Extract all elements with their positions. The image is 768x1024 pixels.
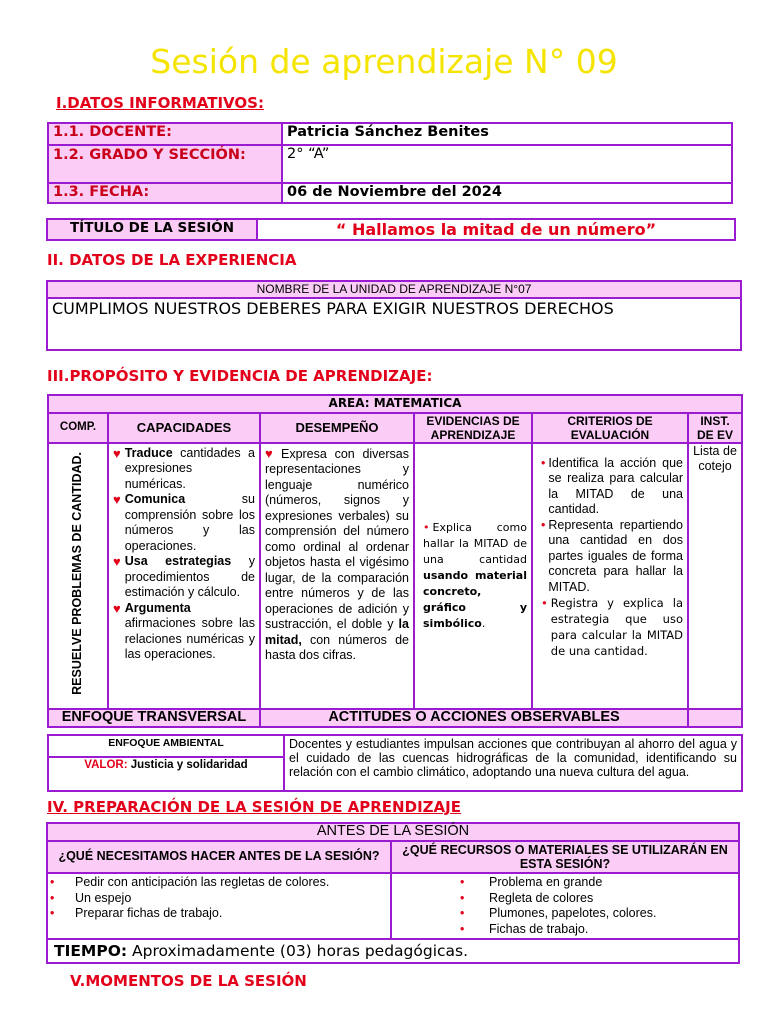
hacer-text: Preparar fichas de trabajo.: [75, 906, 223, 920]
competencia-cell: [48, 443, 108, 709]
capacidad-item: [113, 446, 255, 493]
recurso-item: [460, 906, 736, 922]
session-title-label: TÍTULO DE LA SESIÓN: [47, 219, 257, 240]
desempeno-text: Expresa con diversas representaciones y lenguaje numérico (números, signos y expresiones verbales) su comprensión del número como ordinal al ordenar objetos hasta el vigésimo lugar, de la comparación entre números y de las operaciones de adición y sustracción, el doble y: [265, 446, 409, 631]
section-3-heading: III.PROPÓSITO Y EVIDENCIA DE APRENDIZAJE:: [47, 367, 433, 385]
fecha-label: 1.3. FECHA:: [48, 183, 282, 203]
capacidad-item: [113, 554, 255, 601]
blank-header: [688, 709, 742, 727]
hacer-item: [50, 906, 388, 922]
header-desempeno: DESEMPEÑO: [260, 413, 414, 443]
bullet-icon: •: [460, 875, 465, 889]
valor-value: Justicia y solidaridad: [130, 759, 248, 771]
recurso-item: [460, 875, 736, 891]
bullet-icon: •: [460, 921, 465, 936]
unit-table: [46, 280, 742, 351]
criterio-item: [541, 456, 683, 518]
capacidad-bold: Traduce: [124, 445, 173, 460]
recurso-item: [460, 922, 736, 938]
capacidad-item: [113, 492, 255, 554]
capacidad-bold: Argumenta: [124, 600, 191, 615]
evidencia-bold: usando material concreto, gráfico y simbólico: [423, 568, 527, 630]
evidencia-cell: [414, 443, 532, 709]
capacidad-item: [113, 601, 255, 663]
desempeno-cell: [260, 443, 414, 709]
heart-icon: ♥: [113, 600, 121, 616]
recurso-text: Plumones, papelotes, colores.: [489, 906, 657, 920]
section-4-heading: IV. PREPARACIÓN DE LA SESIÓN DE APRENDIZAJE: [47, 798, 461, 816]
bullet-icon: •: [541, 596, 548, 610]
bullet-icon: •: [423, 520, 430, 534]
section-5-heading: V.MOMENTOS DE LA SESIÓN: [70, 972, 307, 990]
capacidades-cell: [108, 443, 260, 709]
grado-value: 2° “A”: [282, 145, 732, 183]
bullet-icon: •: [460, 906, 465, 920]
tiempo-row: [47, 939, 739, 963]
valor-label: VALOR:: [84, 759, 128, 771]
antes-table: [46, 822, 740, 964]
capacidad-text: afirmaciones sobre las relaciones numéricas y las operaciones.: [124, 616, 255, 661]
bullet-icon: •: [50, 890, 55, 905]
recurso-item: [460, 891, 736, 907]
session-title-value: “ Hallamos la mitad de un número”: [257, 219, 735, 240]
recurso-text: Fichas de trabajo.: [489, 921, 589, 936]
instrumento-cell: Lista de cotejo: [688, 443, 742, 709]
criterio-text: Identifica la acción que se realiza para calcular la MITAD de una cantidad.: [548, 455, 683, 516]
hacer-item: [50, 891, 388, 907]
fecha-value: 06 de Noviembre del 2024: [282, 183, 732, 203]
capacidad-text: su comprensión sobre los números y las operaciones.: [124, 492, 255, 553]
section-2-heading: II. DATOS DE LA EXPERIENCIA: [47, 251, 297, 269]
enfoque-table: [47, 734, 743, 792]
unit-name-text: CUMPLIMOS NUESTROS DEBERES PARA EXIGIR NUESTROS DERECHOS: [52, 299, 614, 318]
bullet-icon: •: [460, 890, 465, 905]
valor-cell: [48, 757, 284, 791]
criterio-text: Representa repartiendo una cantidad en dos partes iguales de forma concreta para hallar la MITAD.: [548, 517, 683, 594]
criterio-item: [541, 595, 683, 659]
docente-value: Patricia Sánchez Benites: [282, 123, 732, 145]
criterios-cell: [532, 443, 688, 709]
capacidad-text: cantidades a expresiones numéricas.: [124, 445, 255, 491]
antes-question-2: ¿QUÉ RECURSOS O MATERIALES SE UTILIZARÁN EN ESTA SESIÓN?: [391, 841, 739, 873]
actitudes-header: ACTITUDES O ACCIONES OBSERVABLES: [260, 709, 688, 727]
enfoque-header: ENFOQUE TRANSVERSAL: [48, 709, 260, 727]
session-title-table: [46, 218, 736, 241]
hacer-text: Pedir con anticipación las regletas de colores.: [75, 875, 330, 889]
bullet-icon: •: [541, 455, 546, 470]
bullet-icon: •: [50, 875, 55, 889]
area-title: AREA: MATEMATICA: [48, 395, 742, 413]
capacidad-text: y procedimientos de estimación y cálculo.: [124, 554, 255, 599]
heart-icon: ♥: [113, 445, 121, 461]
header-capacidades: CAPACIDADES: [108, 413, 260, 443]
competencia-text: RESUELVE PROBLEMAS DE CANTIDAD.: [70, 451, 85, 695]
tiempo-label: TIEMPO:: [54, 942, 128, 960]
recurso-text: Problema en grande: [489, 875, 603, 889]
antes-question-1: ¿QUÉ NECESITAMOS HACER ANTES DE LA SESIÓN?: [47, 841, 391, 873]
actitud-text: Docentes y estudiantes impulsan acciones que contribuyan al ahorro del agua y el cuidado de las cuencas hidrográficas de la comunidad, identificando su relación con el cambio climático, adoptando una nueva cultura del agua.: [284, 735, 742, 791]
capacidad-bold: Usa estrategias: [124, 554, 232, 568]
recurso-text: Regleta de colores: [489, 890, 594, 905]
header-evidencias: EVIDENCIAS DE APRENDIZAJE: [414, 413, 532, 443]
tiempo-value: Aproximadamente (03) horas pedagógicas.: [127, 942, 469, 960]
enfoque-name: ENFOQUE AMBIENTAL: [48, 735, 284, 757]
hacer-list: [47, 873, 391, 939]
header-criterios: CRITERIOS DE EVALUACIÓN: [532, 413, 688, 443]
docente-label: 1.1. DOCENTE:: [48, 123, 282, 145]
section-1-heading: I.DATOS INFORMATIVOS:: [56, 94, 264, 112]
evidencia-end: .: [481, 616, 486, 630]
evidencia-text: Explica como hallar la MITAD de una cantidad: [423, 520, 527, 566]
criterio-text: Registra y explica la estrategia que uso para calcular la MITAD de una cantidad.: [550, 596, 683, 658]
unit-header: NOMBRE DE LA UNIDAD DE APRENDIZAJE N°07: [47, 281, 741, 298]
heart-icon: ♥: [113, 492, 121, 507]
page-title: Sesión de aprendizaje N° 09: [150, 42, 618, 81]
capacidad-bold: Comunica: [124, 492, 186, 506]
header-comp: COMP.: [48, 413, 108, 443]
bullet-icon: •: [541, 517, 546, 532]
desempeno-bold: la mitad,: [265, 617, 409, 647]
criterio-item: [541, 518, 683, 596]
header-inst: INST. DE EV: [688, 413, 742, 443]
heart-icon: ♥: [113, 554, 121, 569]
hacer-text: Un espejo: [75, 890, 132, 905]
desempeno-text-end: con números de hasta dos cifras.: [265, 632, 409, 662]
antes-title: ANTES DE LA SESIÓN: [47, 823, 739, 841]
bullet-icon: •: [50, 906, 55, 920]
hacer-item: [50, 875, 388, 891]
heart-icon: ♥: [265, 445, 277, 461]
recursos-list: [391, 873, 739, 939]
unit-name: [47, 298, 741, 350]
proposito-table: [47, 394, 743, 728]
info-table: [47, 122, 733, 204]
grado-label: 1.2. GRADO Y SECCIÓN:: [48, 145, 282, 183]
